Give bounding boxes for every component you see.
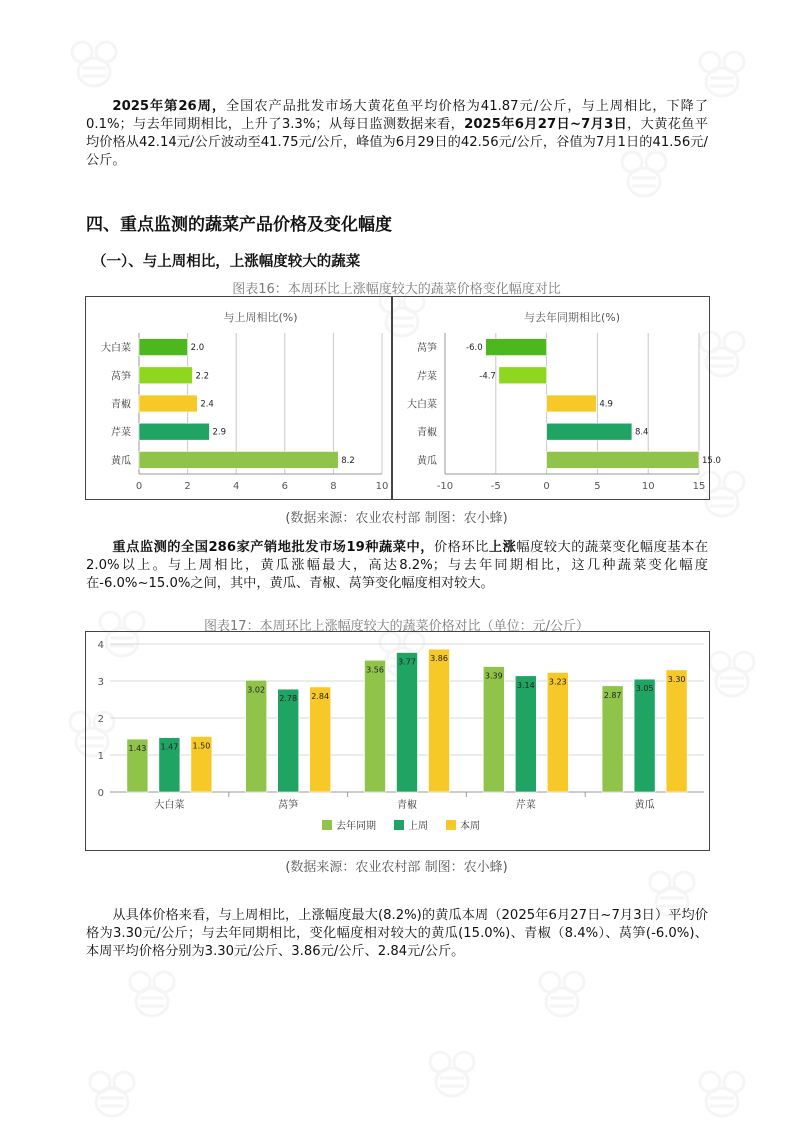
paragraph-text: 价格环比 — [433, 540, 489, 555]
figure-16-caption: 图表16：本周环比上涨幅度较大的蔬菜价格变化幅度对比 — [232, 282, 561, 297]
category-label: 大白菜 — [101, 343, 131, 355]
y-tick-label: 2 — [97, 714, 104, 725]
bee-watermark-icon — [80, 1060, 144, 1124]
figure-16-source: (数据来源：农业农村部 制图：农小蜂) — [285, 511, 508, 526]
category-label: 黄瓜 — [634, 800, 655, 811]
bar — [483, 667, 504, 792]
highlight-text: 上涨 — [488, 540, 517, 555]
paragraph-vegetable-change — [86, 539, 708, 593]
category-label: 芹菜 — [515, 800, 536, 811]
data-label: 3.02 — [247, 685, 266, 695]
x-tick-label: 15 — [692, 481, 706, 492]
x-tick-label: 6 — [281, 481, 288, 492]
bar — [515, 676, 536, 792]
legend-swatch — [394, 820, 404, 830]
bar — [365, 660, 386, 792]
paragraph-price-detail — [86, 907, 708, 961]
data-label: 3.86 — [430, 654, 448, 664]
data-label: 15.0 — [702, 455, 721, 466]
bee-watermark-icon — [420, 1040, 484, 1104]
bee-watermark-icon — [690, 1060, 754, 1124]
category-label: 青椒 — [111, 399, 131, 411]
paragraph-text: ，大黄花鱼平均价格从42.14元/公斤波动至41.75元/公斤，峰值为6月29日的42.56元/公斤，谷值为7月1日的41.56元/公斤。 — [86, 117, 708, 168]
paragraph-text: 全国农产品批发市场大黄花鱼平均价格为41.87元/公斤，与上周相比，下降了0.1%；与去年同期相比，上升了3.3%；从每日监测数据来看， — [86, 99, 708, 132]
date-range-label: 2025年6月27日~7月3日 — [464, 117, 628, 132]
bar — [634, 679, 655, 792]
bar — [547, 395, 597, 412]
data-label: 3.05 — [635, 684, 654, 694]
chart-week-change-frame — [85, 296, 392, 500]
figure-17-caption: 图表17：本周环比上涨幅度较大的蔬菜价格对比（单位：元/公斤） — [204, 619, 589, 634]
week-label: 2025年第26周， — [112, 99, 227, 114]
x-tick-label: 0 — [135, 481, 143, 492]
data-label: 2.87 — [603, 690, 622, 700]
chart-title: 与上周相比(%) — [223, 311, 298, 324]
chart-price-compare — [86, 632, 709, 850]
data-label: 3.14 — [516, 680, 535, 690]
bar — [139, 395, 197, 412]
data-label: 8.2 — [341, 455, 355, 466]
category-label: 芹菜 — [417, 371, 437, 383]
data-label: 2.84 — [311, 691, 330, 701]
data-label: 3.77 — [398, 657, 416, 667]
category-label: 黄瓜 — [417, 455, 437, 467]
y-tick-label: 0 — [97, 788, 104, 799]
bar — [499, 367, 547, 384]
x-tick-label: 2 — [184, 481, 191, 492]
legend-label: 本周 — [460, 821, 480, 832]
category-label: 莴笋 — [278, 800, 299, 811]
chart-title: 与去年同期相比(%) — [523, 311, 621, 324]
data-label: 2.2 — [195, 371, 209, 382]
data-label: 3.39 — [484, 671, 503, 681]
data-label: 2.0 — [190, 343, 205, 354]
data-label: -4.7 — [479, 371, 496, 382]
paragraph-text: 从具体价格来看，与上周相比，上涨幅度最大(8.2%)的黄瓜本周（2025年6月27日~7月3日）平均价格为3.30元/公斤；与去年同期相比，变化幅度相对较大的黄瓜(15.0%)、青椒（8.4%）、莴笋(-6.0%)、本周平均价格分别为3.30元/公斤、3.86元/公斤、2.84元/公斤。 — [86, 908, 708, 959]
x-tick-label: 10 — [641, 481, 655, 492]
chart-price-compare-frame — [85, 631, 710, 851]
data-label: 2.78 — [279, 694, 298, 704]
bar — [397, 653, 418, 792]
y-tick-label: 4 — [97, 640, 104, 651]
bar — [547, 672, 568, 792]
bar — [547, 423, 632, 440]
bee-watermark-icon — [690, 40, 754, 104]
data-label: 2.9 — [212, 427, 227, 438]
bar — [278, 689, 299, 792]
legend-swatch — [322, 820, 332, 830]
legend-label: 上周 — [408, 821, 428, 832]
bar — [486, 339, 547, 356]
bar — [310, 687, 331, 792]
bee-watermark-icon — [120, 960, 184, 1024]
paragraph-fish-price — [86, 98, 708, 170]
category-label: 芹菜 — [111, 427, 131, 439]
bar — [602, 686, 623, 792]
bee-watermark-icon — [530, 960, 594, 1024]
x-tick-label: -10 — [436, 481, 454, 492]
category-label: 莴笋 — [111, 371, 131, 383]
x-tick-label: -5 — [490, 481, 501, 492]
data-label: 3.56 — [366, 665, 384, 675]
figure-17-source: (数据来源：农业农村部 制图：农小蜂) — [285, 860, 508, 875]
bar — [139, 367, 192, 384]
paragraph-text: 幅度较大的蔬菜变化幅度基本在2.0%以上。与上周相比，黄瓜涨幅最大，高达8.2%；与去年同期相比，这几种蔬菜变化幅度在-6.0%~15.0%之间，其中，黄瓜、青椒、莴笋变化幅度相对较大。 — [86, 540, 709, 591]
y-tick-label: 3 — [97, 677, 104, 688]
chart-year-change-frame — [392, 296, 721, 500]
bar — [547, 451, 699, 468]
y-tick-label: 1 — [97, 751, 104, 762]
data-label: 1.50 — [192, 741, 211, 751]
data-label: 1.43 — [128, 744, 147, 754]
bar — [139, 451, 338, 468]
x-tick-label: 0 — [543, 481, 550, 492]
category-label: 青椒 — [417, 427, 437, 439]
data-label: 8.4 — [634, 427, 649, 438]
data-label: 3.30 — [667, 674, 686, 684]
data-label: 1.47 — [160, 742, 179, 752]
category-label: 黄瓜 — [111, 455, 131, 467]
bar — [666, 670, 687, 792]
data-label: 2.4 — [200, 399, 214, 410]
category-label: 莴笋 — [417, 343, 437, 355]
bee-watermark-icon — [62, 30, 126, 94]
data-label: -6.0 — [466, 343, 483, 354]
bar — [246, 680, 267, 792]
section-title: 四、重点监测的蔬菜产品价格及变化幅度 — [86, 215, 392, 235]
highlight-text: 重点监测的全国286家产销地批发市场19种蔬菜中， — [112, 540, 434, 555]
category-label: 青椒 — [397, 800, 417, 811]
data-label: 4.9 — [599, 399, 613, 410]
category-label: 大白菜 — [407, 399, 437, 411]
x-tick-label: 5 — [594, 481, 601, 492]
legend-swatch — [446, 820, 456, 830]
data-label: 3.23 — [548, 677, 567, 687]
category-label: 大白菜 — [154, 800, 185, 811]
x-tick-label: 4 — [233, 481, 240, 492]
chart-week-change — [86, 297, 391, 499]
chart-year-change — [393, 297, 721, 499]
x-tick-label: 8 — [330, 481, 337, 492]
bar — [429, 649, 450, 792]
legend-label: 去年同期 — [336, 821, 376, 832]
x-tick-label: 10 — [375, 481, 389, 492]
bar — [139, 339, 188, 356]
subsection-title: （一）、与上周相比，上涨幅度较大的蔬菜 — [92, 254, 361, 270]
bar — [139, 423, 209, 440]
